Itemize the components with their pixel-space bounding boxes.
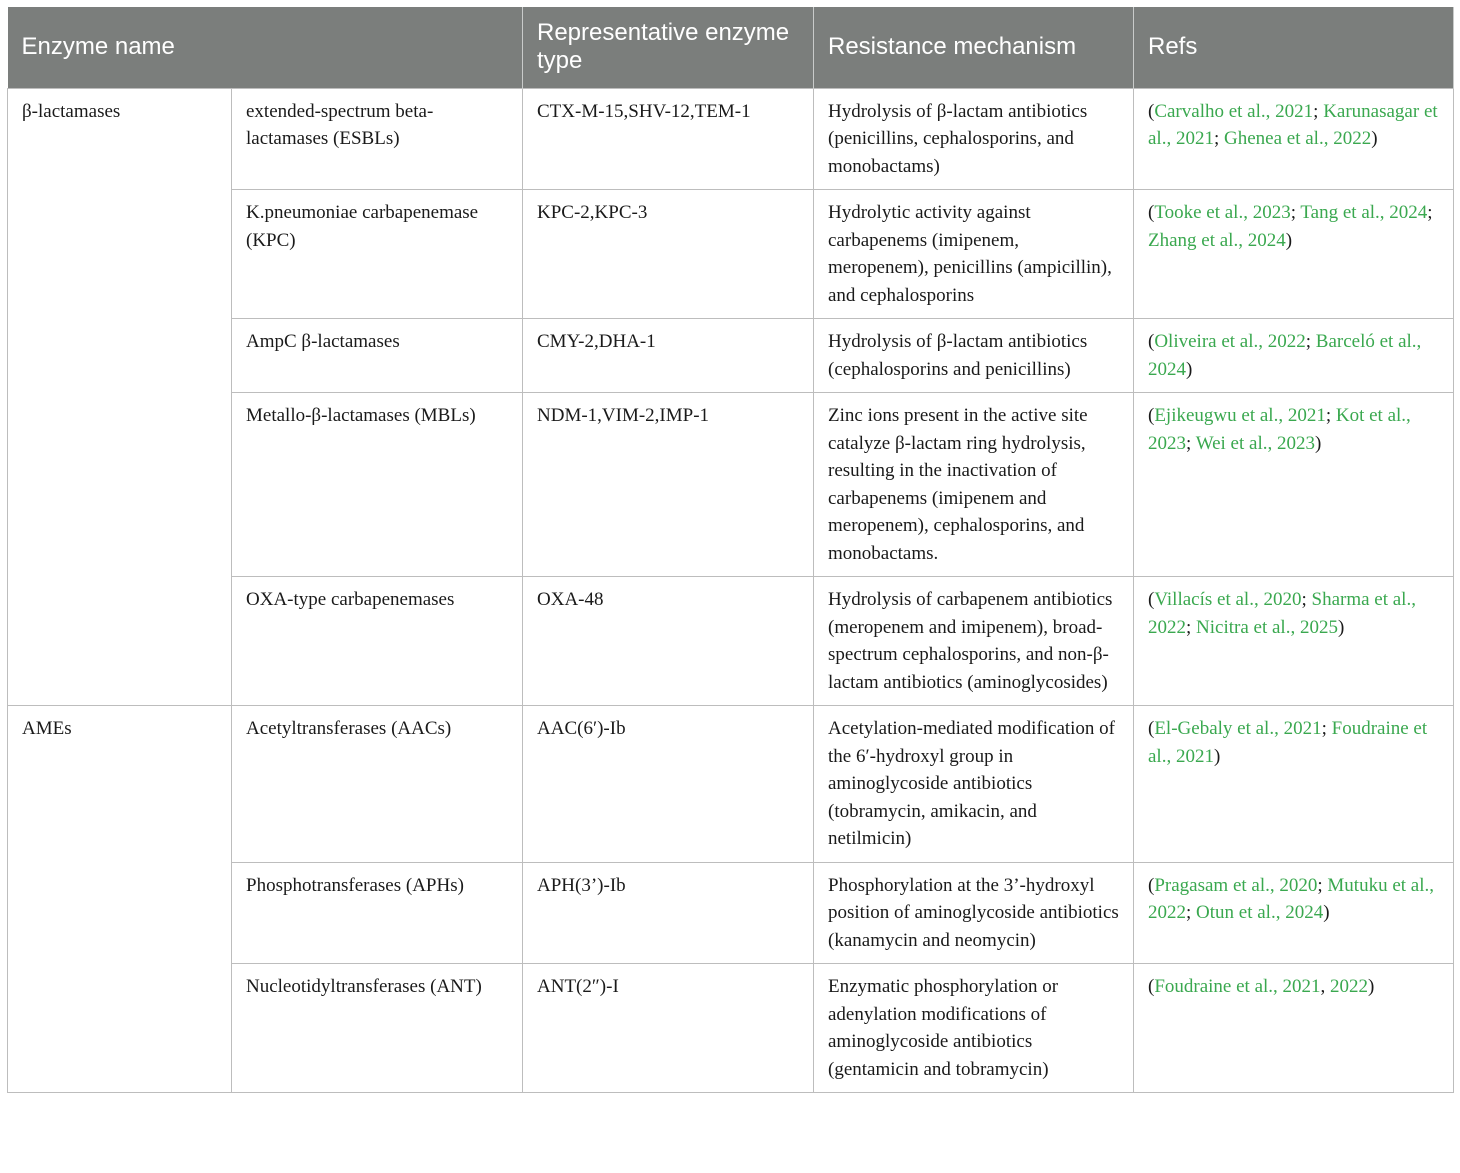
mechanism-cell: Hydrolytic activity against carbapenems (imipenem, meropenem), penicillins (ampicillin), and cephalosporins [814,190,1134,319]
mechanism-cell: Acetylation-mediated modification of the 6′-hydroxyl group in aminoglycoside antibiotics (tobramycin, amikacin, and netilmicin) [814,706,1134,863]
group-name-cell: AMEs [8,706,232,1093]
table-row [8,88,1454,190]
refs-cell: (El-Gebaly et al., 2021; Foudraine et al., 2021) [1134,706,1454,863]
header-mechanism: Resistance mechanism [814,7,1134,88]
refs-cell: (Tooke et al., 2023; Tang et al., 2024; Zhang et al., 2024) [1134,190,1454,319]
mechanism-cell: Zinc ions present in the active site catalyze β-lactam ring hydrolysis, resulting in the inactivation of carbapenems (imipenem and meropenem), cephalosporins, and monobactams. [814,393,1134,577]
reference-link[interactable]: Foudraine et al., 2021 [1148,718,1428,767]
subclass-cell: K.pneumoniae carbapenemase (KPC) [232,190,523,319]
reference-link[interactable]: Foudraine et al., 2021 [1154,976,1321,997]
reference-link[interactable]: Wei et al., 2023 [1195,432,1315,454]
reference-link[interactable]: Zhang et al., 2024 [1148,229,1286,251]
reference-link[interactable]: Ejikeugwu et al., 2021 [1154,405,1326,426]
refs-cell: (Foudraine et al., 2021, 2022) [1134,964,1454,1093]
enzyme-type-cell: APH(3’)-Ib [523,862,814,964]
subclass-cell: Nucleotidyltransferases (ANT) [232,964,523,1093]
reference-link[interactable]: Ghenea et al., 2022 [1224,128,1372,149]
header-enzyme-type: Representative enzyme type [523,7,814,88]
enzyme-type-cell: KPC-2,KPC-3 [523,190,814,319]
enzyme-table [7,7,1454,1093]
refs-cell: (Oliveira et al., 2022; Barceló et al., 2024) [1134,319,1454,393]
enzyme-type-cell: AAC(6′)-Ib [523,706,814,863]
header-row [8,7,1454,88]
reference-link[interactable]: Villacís et al., 2020 [1154,589,1302,610]
subclass-cell: Acetyltransferases (AACs) [232,706,523,863]
reference-link[interactable]: Barceló et al., 2024 [1148,331,1422,380]
mechanism-cell: Phosphorylation at the 3’-hydroxyl position of aminoglycoside antibiotics (kanamycin and neomycin) [814,862,1134,964]
refs-cell: (Ejikeugwu et al., 2021; Kot et al., 2023; Wei et al., 2023) [1134,393,1454,577]
refs-cell: (Pragasam et al., 2020; Mutuku et al., 2022; Otun et al., 2024) [1134,862,1454,964]
group-name-cell: β-lactamases [8,88,232,706]
enzyme-type-cell: OXA-48 [523,577,814,706]
reference-link[interactable]: 2022 [1330,976,1369,997]
reference-link[interactable]: Tang et al., 2024 [1300,202,1428,223]
reference-link[interactable]: Kot et al., 2023 [1148,405,1411,454]
subclass-cell: Phosphotransferases (APHs) [232,862,523,964]
header-enzyme-name: Enzyme name [8,7,523,88]
reference-link[interactable]: Carvalho et al., 2021 [1154,100,1314,122]
header-refs: Refs [1134,7,1454,88]
reference-link[interactable]: Oliveira et al., 2022 [1154,331,1306,352]
refs-cell: (Carvalho et al., 2021; Karunasagar et al., 2021; Ghenea et al., 2022) [1134,88,1454,190]
subclass-cell: Metallo-β-lactamases (MBLs) [232,393,523,577]
enzyme-type-cell: CMY-2,DHA-1 [523,319,814,393]
reference-link[interactable]: Tooke et al., 2023 [1154,202,1291,223]
reference-link[interactable]: Karunasagar et al., 2021 [1148,100,1438,149]
table-body [8,88,1454,1093]
enzyme-type-cell: ANT(2″)-I [523,964,814,1093]
table-header [8,7,1454,88]
reference-link[interactable]: El-Gebaly et al., 2021 [1154,718,1322,739]
reference-link[interactable]: Sharma et al., 2022 [1148,589,1416,638]
refs-cell: (Villacís et al., 2020; Sharma et al., 2022; Nicitra et al., 2025) [1134,577,1454,706]
mechanism-cell: Hydrolysis of carbapenem antibiotics (meropenem and imipenem), broad-spectrum cephalosporins, and non-β-lactam antibiotics (aminoglycosides) [814,577,1134,706]
enzyme-type-cell: CTX-M-15,SHV-12,TEM-1 [523,88,814,190]
mechanism-cell: Hydrolysis of β-lactam antibiotics (penicillins, cephalosporins, and monobactams) [814,88,1134,190]
reference-link[interactable]: Pragasam et al., 2020 [1154,874,1318,896]
reference-link[interactable]: Nicitra et al., 2025 [1196,616,1338,638]
mechanism-cell: Enzymatic phosphorylation or adenylation modifications of aminoglycoside antibiotics (gentamicin and tobramycin) [814,964,1134,1093]
mechanism-cell: Hydrolysis of β-lactam antibiotics (cephalosporins and penicillins) [814,319,1134,393]
table-row [8,706,1454,863]
subclass-cell: OXA-type carbapenemases [232,577,523,706]
enzyme-type-cell: NDM-1,VIM-2,IMP-1 [523,393,814,577]
reference-link[interactable]: Otun et al., 2024 [1196,902,1324,923]
subclass-cell: AmpC β-lactamases [232,319,523,393]
subclass-cell: extended-spectrum beta-lactamases (ESBLs) [232,88,523,190]
reference-link[interactable]: Mutuku et al., 2022 [1148,874,1435,923]
